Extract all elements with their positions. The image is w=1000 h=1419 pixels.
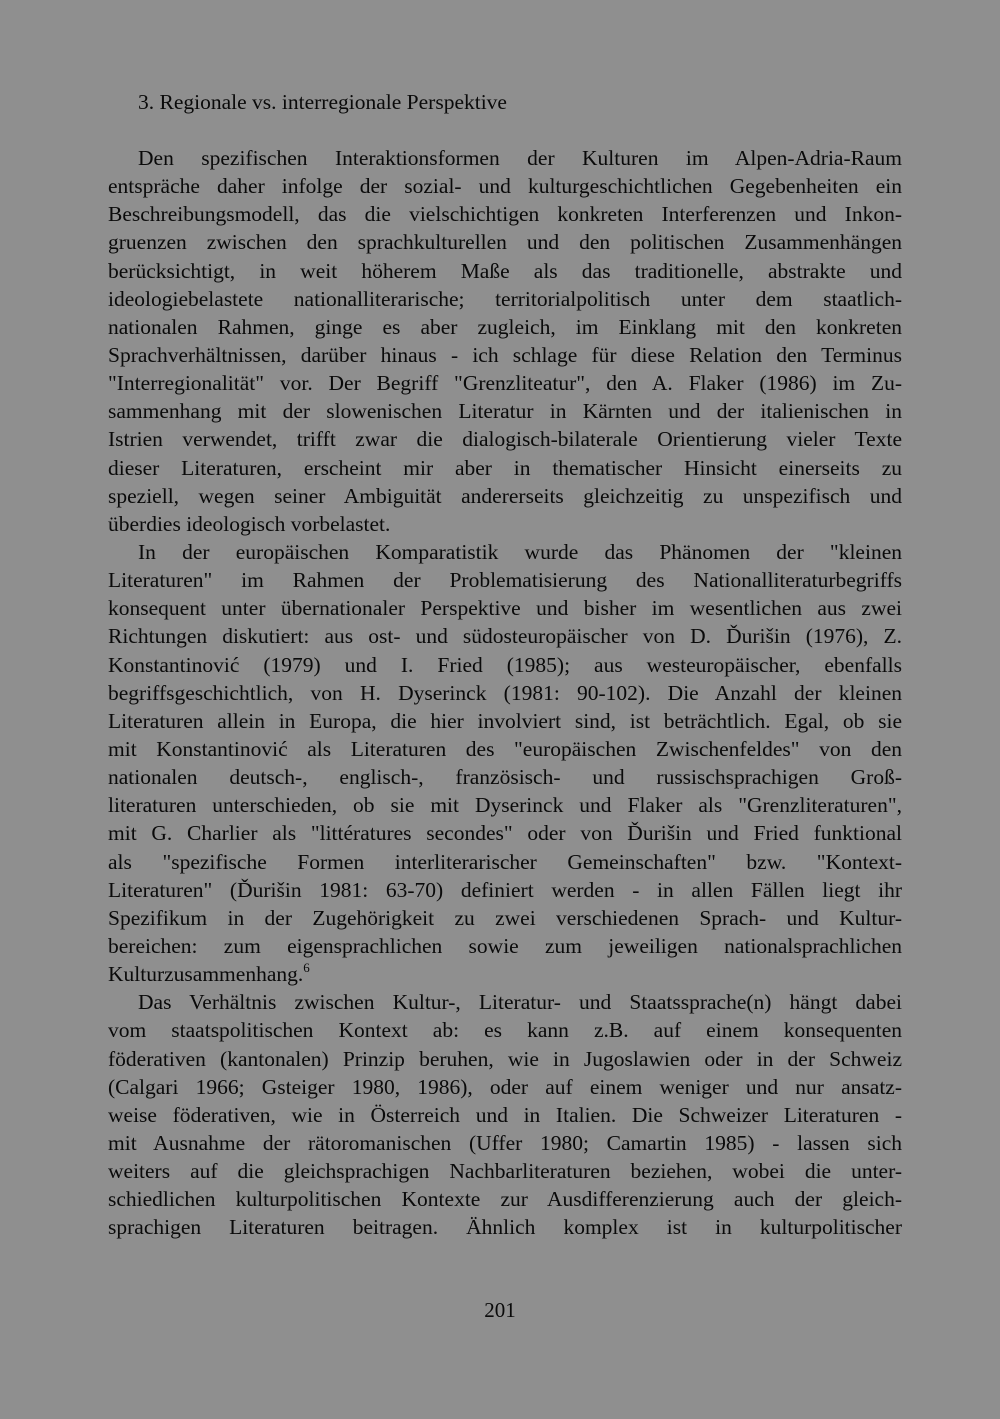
text-line	[108, 482, 902, 510]
text-line	[108, 425, 902, 453]
text-line	[108, 144, 902, 172]
text-line-content: Das Verhältnis zwischen Kultur-, Literatur- und Staatssprache(n) hängt dabei	[138, 990, 902, 1015]
text-line	[108, 988, 902, 1016]
text-line-content: begriffsgeschichtlich, von H. Dyserinck (1981: 90-102). Die Anzahl der kleinen	[108, 680, 902, 705]
text-line-content: mit G. Charlier als "littératures secondes" oder von Ďurišin und Fried funktional	[108, 821, 902, 846]
text-line-content: mit Konstantinović als Literaturen des "europäischen Zwischenfeldes" von den	[108, 736, 902, 761]
text-line	[108, 538, 902, 566]
text-line-content: Den spezifischen Interaktionsformen der Kulturen im Alpen-Adria-Raum	[138, 146, 902, 170]
text-line	[108, 594, 902, 622]
text-line-content: vom staatspolitischen Kontext ab: es kann z.B. auf einem konsequenten	[108, 1018, 902, 1043]
text-line	[108, 313, 902, 341]
text-line	[108, 1101, 902, 1129]
text-line	[108, 369, 902, 397]
text-line-content: Spezifikum in der Zugehörigkeit zu zwei verschiedenen Sprach- und Kultur-	[108, 905, 902, 930]
text-line	[108, 285, 902, 313]
text-line-content: In der europäischen Komparatistik wurde das Phänomen der "kleinen	[138, 539, 902, 564]
text-line-content: Literaturen" (Ďurišin 1981: 63-70) definiert werden - in allen Fällen liegt ihr	[108, 877, 902, 902]
text-line-content: konsequent unter übernationaler Perspektive und bisher im wesentlichen aus zwei	[108, 596, 902, 621]
text-line	[108, 791, 902, 819]
text-line-content: schiedlichen kulturpolitischen Kontexte zur Ausdifferenzierung auch der gleich-	[108, 1187, 902, 1212]
text-line-content: literaturen unterschieden, ob sie mit Dyserinck und Flaker als "Grenzliteraturen",	[108, 793, 902, 818]
text-line	[108, 566, 902, 594]
text-line-content: weiters auf die gleichsprachigen Nachbarliteraturen beziehen, wobei die unter-	[108, 1159, 902, 1184]
text-line-content: Literaturen allein in Europa, die hier involviert sind, ist beträchtlich. Egal, ob sie	[108, 708, 902, 733]
text-line-content: mit Ausnahme der rätoromanischen (Uffer 1980; Camartin 1985) - lassen sich	[108, 1130, 902, 1155]
text-line	[108, 1185, 902, 1213]
text-line-content: Konstantinović (1979) und I. Fried (1985); aus westeuropäischer, ebenfalls	[108, 652, 902, 677]
text-line	[108, 341, 902, 369]
text-line-content: nationalen Rahmen, ginge es aber zugleich, im Einklang mit den konkreten	[108, 314, 902, 339]
text-line	[108, 876, 902, 904]
text-line	[108, 1016, 902, 1044]
text-line	[108, 454, 902, 482]
text-line	[108, 1157, 902, 1185]
text-line-content: Literaturen" im Rahmen der Problematisierung des Nationalliteraturbegriffs	[108, 568, 902, 593]
text-line-content: Beschreibungsmodell, das die vielschichtigen konkreten Interferenzen und Inkon-	[108, 202, 902, 227]
text-line-content: ideologiebelastete nationalliterarische; territorialpolitisch unter dem staatlich-	[108, 286, 902, 311]
text-line	[108, 819, 902, 847]
text-line-content: sprachigen Literaturen beitragen. Ähnlich komplex ist in kulturpolitischer	[108, 1215, 902, 1240]
text-line	[108, 510, 902, 538]
text-line-content: überdies ideologisch vorbelastet.	[108, 511, 391, 536]
text-line-content: föderativen (kantonalen) Prinzip beruhen, wie in Jugoslawien oder in der Schweiz	[108, 1046, 902, 1071]
footnote-marker: 6	[303, 960, 310, 976]
text-line-content: "Interregionalität" vor. Der Begriff "Grenzliteatur", den A. Flaker (1986) im Zu-	[108, 371, 902, 396]
text-line-content: als "spezifische Formen interliterarischer Gemeinschaften" bzw. "Kontext-	[108, 849, 902, 874]
text-line	[108, 1045, 902, 1073]
text-line	[108, 172, 902, 200]
text-line	[108, 200, 902, 228]
text-line-content: Kulturzusammenhang.	[108, 962, 304, 987]
text-line	[108, 932, 902, 960]
text-line	[108, 735, 902, 763]
text-line	[108, 1073, 902, 1101]
text-line	[108, 257, 902, 285]
text-line	[108, 397, 902, 425]
text-line	[108, 707, 902, 735]
page-number: 201	[484, 1298, 516, 1322]
text-line-content: sammenhang mit der slowenischen Literatur in Kärnten und der italienischen in	[108, 399, 902, 424]
text-line	[108, 622, 902, 650]
text-line	[108, 1129, 902, 1157]
text-line	[108, 1213, 902, 1241]
text-line-content: weise föderativen, wie in Österreich und in Italien. Die Schweizer Literaturen -	[108, 1102, 902, 1127]
section-heading: 3. Regionale vs. interregionale Perspektive	[138, 90, 507, 114]
text-line	[108, 848, 902, 876]
text-line	[108, 651, 902, 679]
text-line-content: (Calgari 1966; Gsteiger 1980, 1986), oder auf einem weniger und nur ansatz-	[108, 1074, 902, 1099]
body-text	[108, 144, 902, 1241]
text-line	[108, 763, 902, 791]
text-line-content: gruenzen zwischen den sprachkulturellen und den politischen Zusammenhängen	[108, 230, 902, 255]
text-line	[108, 228, 902, 256]
text-line-content: entspräche daher infolge der sozial- und kulturgeschichtlichen Gegebenheiten ein	[108, 174, 902, 199]
text-line-content: bereichen: zum eigensprachlichen sowie zum jeweiligen nationalsprachlichen	[108, 933, 902, 958]
text-line-content: speziell, wegen seiner Ambiguität andererseits gleichzeitig zu unspezifisch und	[108, 483, 902, 508]
text-line-content: Richtungen diskutiert: aus ost- und südosteuropäischer von D. Ďurišin (1976), Z.	[108, 624, 902, 649]
text-line	[108, 679, 902, 707]
text-line-content: dieser Literaturen, erscheint mir aber in thematischer Hinsicht einerseits zu	[108, 455, 902, 480]
text-line	[108, 904, 902, 932]
text-line	[108, 960, 902, 988]
text-line-content: Sprachverhältnissen, darüber hinaus - ich schlage für diese Relation den Terminus	[108, 342, 902, 367]
text-line-content: nationalen deutsch-, englisch-, französisch- und russischsprachigen Groß-	[108, 765, 902, 790]
text-line-content: berücksichtigt, in weit höherem Maße als das traditionelle, abstrakte und	[108, 258, 902, 283]
text-line-content: Istrien verwendet, trifft zwar die dialogisch-bilaterale Orientierung vieler Texte	[108, 427, 902, 452]
